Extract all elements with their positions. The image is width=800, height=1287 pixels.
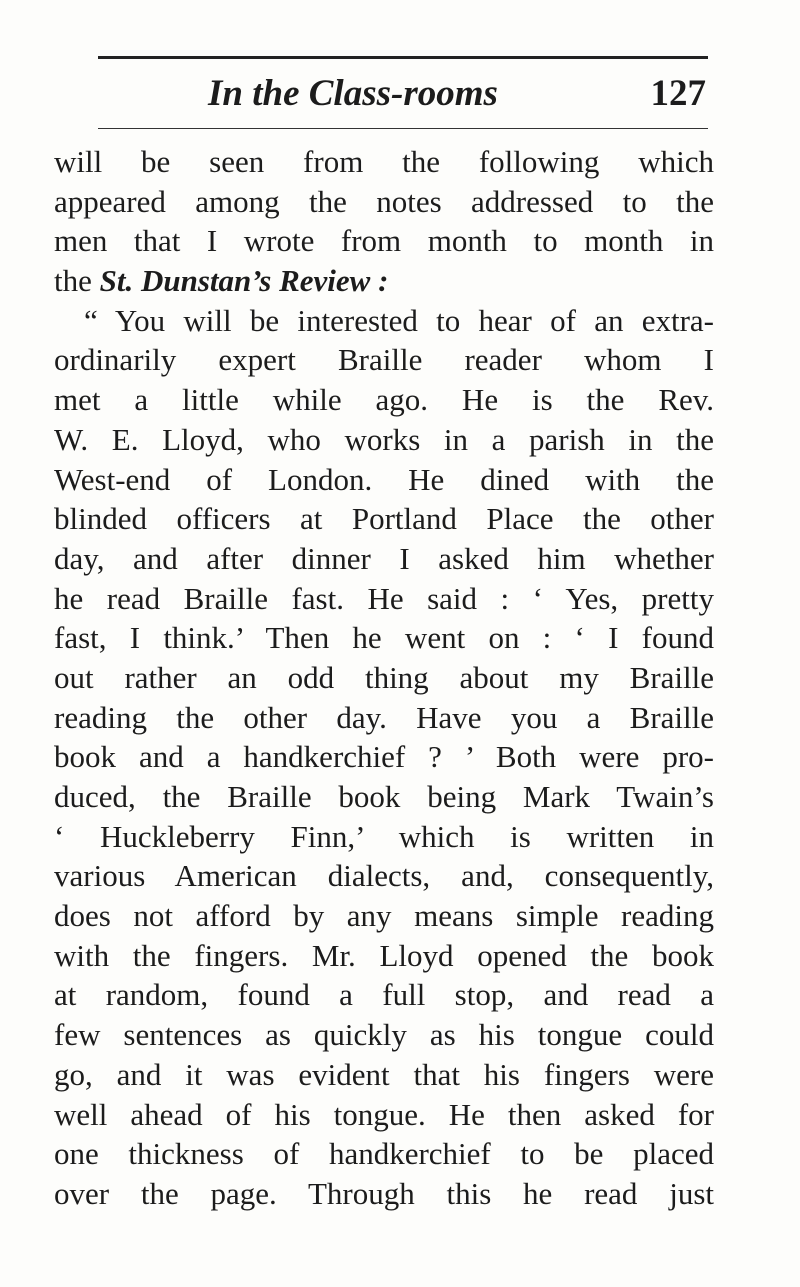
text-line: reading the other day. Have you a Braille xyxy=(54,699,714,735)
text-line: West-end of London. He dined with the xyxy=(54,461,714,497)
running-head xyxy=(98,72,708,128)
top-rule xyxy=(98,56,708,59)
text-line: few sentences as quickly as his tongue could xyxy=(54,1017,714,1053)
text-fragment: the xyxy=(54,263,92,299)
page-number: 127 xyxy=(650,73,706,114)
text-line: blinded officers at Portland Place the other xyxy=(54,501,714,537)
text-line: “ You will be interested to hear of an extra- xyxy=(84,302,714,338)
text-line: will be seen from the following which xyxy=(54,144,714,179)
body-text xyxy=(54,142,714,1214)
text-line: appeared among the notes addressed to the xyxy=(54,183,714,219)
text-line: ‘ Huckleberry Finn,’ which is written in xyxy=(54,818,714,854)
head-rule xyxy=(98,128,708,129)
text-line: ordinarily expert Braille reader whom I xyxy=(54,342,714,378)
running-title: In the Class-rooms xyxy=(208,73,498,114)
text-line: he read Braille fast. He said : ‘ Yes, pretty xyxy=(54,580,714,616)
text-line: well ahead of his tongue. He then asked for xyxy=(54,1096,714,1132)
text-line: duced, the Braille book being Mark Twain’s xyxy=(54,779,714,814)
publication-title: St. Dunstan’s Review : xyxy=(99,263,389,299)
text-line: one thickness of handkerchief to be placed xyxy=(54,1136,714,1172)
text-line: various American dialects, and, consequently, xyxy=(54,858,714,894)
text-line: at random, found a full stop, and read a xyxy=(54,977,714,1013)
text-line: day, and after dinner I asked him whether xyxy=(54,540,714,576)
text-line: does not afford by any means simple reading xyxy=(54,898,714,934)
text-line: W. E. Lloyd, who works in a parish in the xyxy=(54,421,714,457)
text-line: met a little while ago. He is the Rev. xyxy=(54,382,714,418)
text-line: over the page. Through this he read just xyxy=(54,1175,714,1211)
text-line: book and a handkerchief ? ’ Both were pro- xyxy=(54,739,714,775)
text-line: fast, I think.’ Then he went on : ‘ I found xyxy=(54,620,714,656)
text-line-with-title xyxy=(54,261,714,301)
text-line: out rather an odd thing about my Braille xyxy=(54,659,714,695)
text-line: with the fingers. Mr. Lloyd opened the book xyxy=(54,937,714,973)
text-line: men that I wrote from month to month in xyxy=(54,223,714,259)
text-line: go, and it was evident that his fingers were xyxy=(54,1056,714,1092)
